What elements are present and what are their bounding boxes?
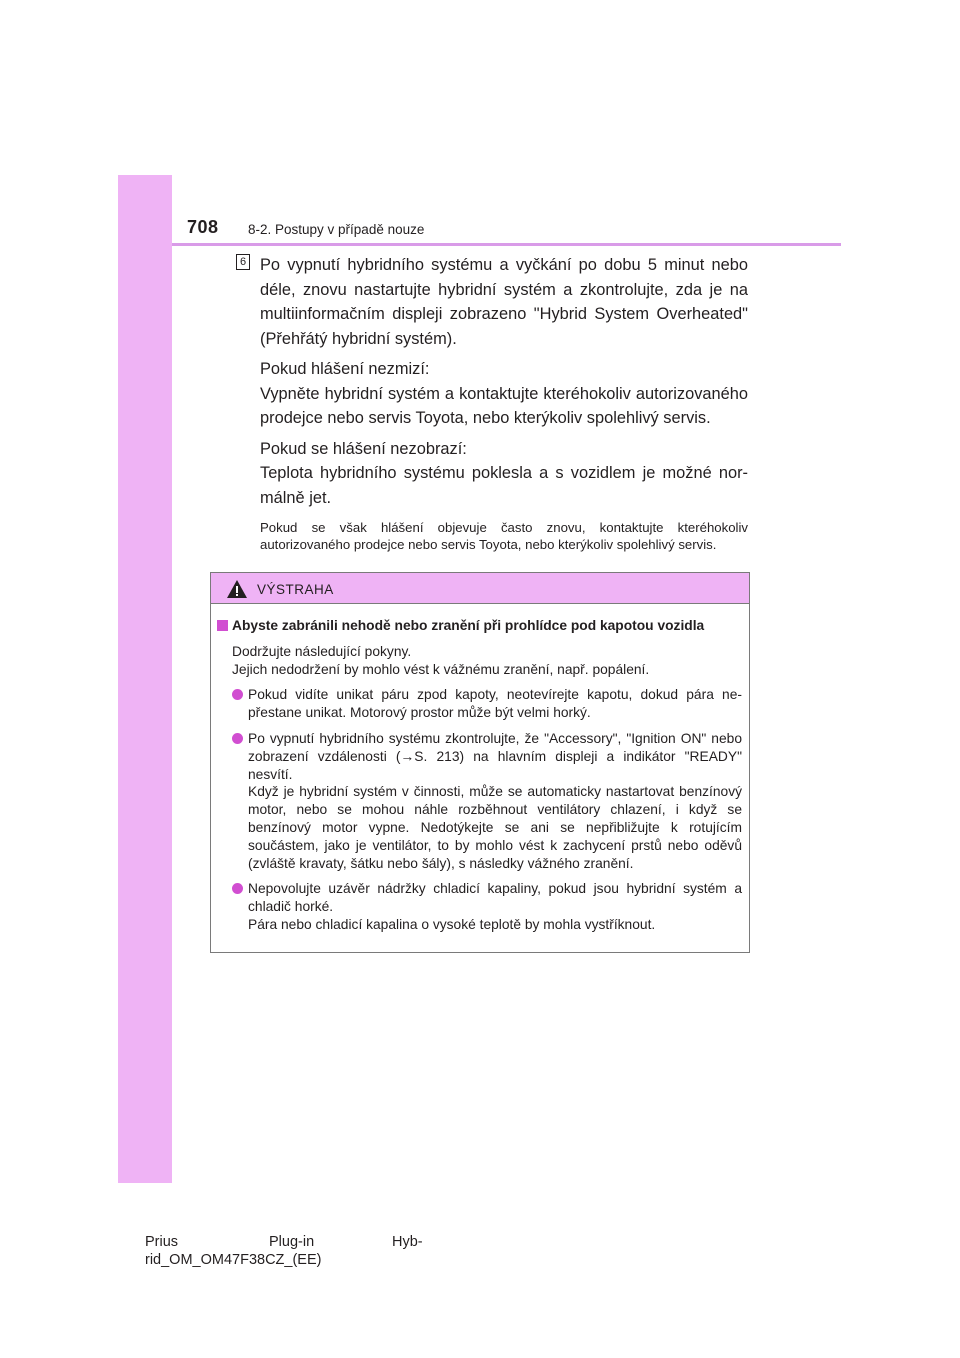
step-paragraph: Pokud se hlášení nezobrazí: — [260, 439, 467, 458]
warning-triangle-icon — [226, 579, 248, 599]
warning-intro-line: Dodržujte následující pokyny. — [232, 643, 412, 659]
warning-intro — [217, 643, 742, 679]
warning-bullet — [217, 880, 742, 933]
warning-heading-item — [217, 617, 742, 635]
warning-bullet-text: Pára nebo chladicí kapalina o vysoké teplotě by mohla vystříknout. — [248, 916, 656, 932]
step-number-badge: 6 — [236, 254, 250, 270]
step-paragraph: Pokud hlášení nezmizí: — [260, 360, 430, 378]
footer-text: Plug-in — [269, 1234, 315, 1250]
warning-heading: Abyste zabránili nehodě nebo zranění při prohlídce pod kapotou vozidla — [232, 618, 705, 633]
round-bullet-icon — [232, 733, 243, 744]
footer — [145, 1233, 445, 1269]
step-content — [260, 253, 748, 553]
square-bullet-icon — [217, 620, 228, 631]
round-bullet-icon — [232, 883, 243, 894]
warning-bullet-text: Nepovolujte uzávěr nádržky chladicí kapaliny, pokud jsou hybridní systém a chladič horké. — [248, 881, 742, 915]
warning-intro-line: Jejich nedodržení by mohlo vést k vážnému zranění, např. popálení. — [232, 661, 650, 677]
warning-bullet — [217, 686, 742, 722]
footer-text: Prius — [145, 1234, 179, 1250]
warning-title: VÝSTRAHA — [257, 582, 334, 597]
footer-text: Hyb- — [392, 1234, 423, 1250]
footer-text: rid_OM_OM47F38CZ_(EE) — [145, 1252, 322, 1268]
header-rule — [172, 243, 841, 246]
round-bullet-icon — [232, 689, 243, 700]
step-paragraph: Vypněte hybridní systém a kontaktujte kteréhokoliv autorizovaného prodejce nebo servis Toyota, nebo kterýkoliv spolehlivý servis. — [260, 384, 748, 427]
warning-body — [211, 604, 749, 934]
step-paragraph: Teplota hybridního systému poklesla a s vozidlem je možné normálně jet. — [260, 464, 748, 507]
warning-bullet — [217, 730, 742, 872]
step-note: Pokud se však hlášení objevuje často znovu, kontaktujte kteréhokoliv autorizovaného prodejce nebo servis Toyota, nebo kterýkoliv spolehlivý servis. — [260, 520, 748, 552]
page-number: 708 — [187, 217, 219, 237]
warning-bullet-text: Když je hybridní systém v činnosti, může se automaticky nastartovat benzínový motor, nebo se mohou náhle rozběhnout ventilátory chlazení, i když se benzínový motor vypne. Nedotýkejte se ani se nepřibližujte k rotujícím součástem, jako je ventilátor, to by mohlo vést k zachycení prstů nebo oděvů (zvláště kravaty, šátku nebo šály), s následky vážného zranění. — [248, 784, 742, 871]
warning-bullet-text: Po vypnutí hybridního systému zkontrolujte, že "Accessory", "Ignition ON" nebo zobrazení vzdálenosti (→S. 213) na hlavním displeji a indikátor "READY" nesvítí. — [248, 730, 742, 782]
warning-header — [211, 573, 749, 604]
section-title: 8-2. Postupy v případě nouze — [248, 222, 425, 237]
side-color-band — [118, 175, 172, 1183]
warning-bullet-text: Pokud vidíte unikat páru zpod kapoty, neotevírejte kapotu, dokud pára nepřestane unikat. Motorový prostor může být velmi horký. — [248, 687, 742, 721]
step-paragraph: Po vypnutí hybridního systému a vyčkání po dobu 5 minut nebo déle, znovu nastartujte hybridní systém a zkontrolujte, zda je na multiinformačním displeji zobrazeno "Hybrid System Overheated" (Přehřátý hybridní systém). — [260, 256, 748, 348]
warning-box — [210, 572, 750, 953]
